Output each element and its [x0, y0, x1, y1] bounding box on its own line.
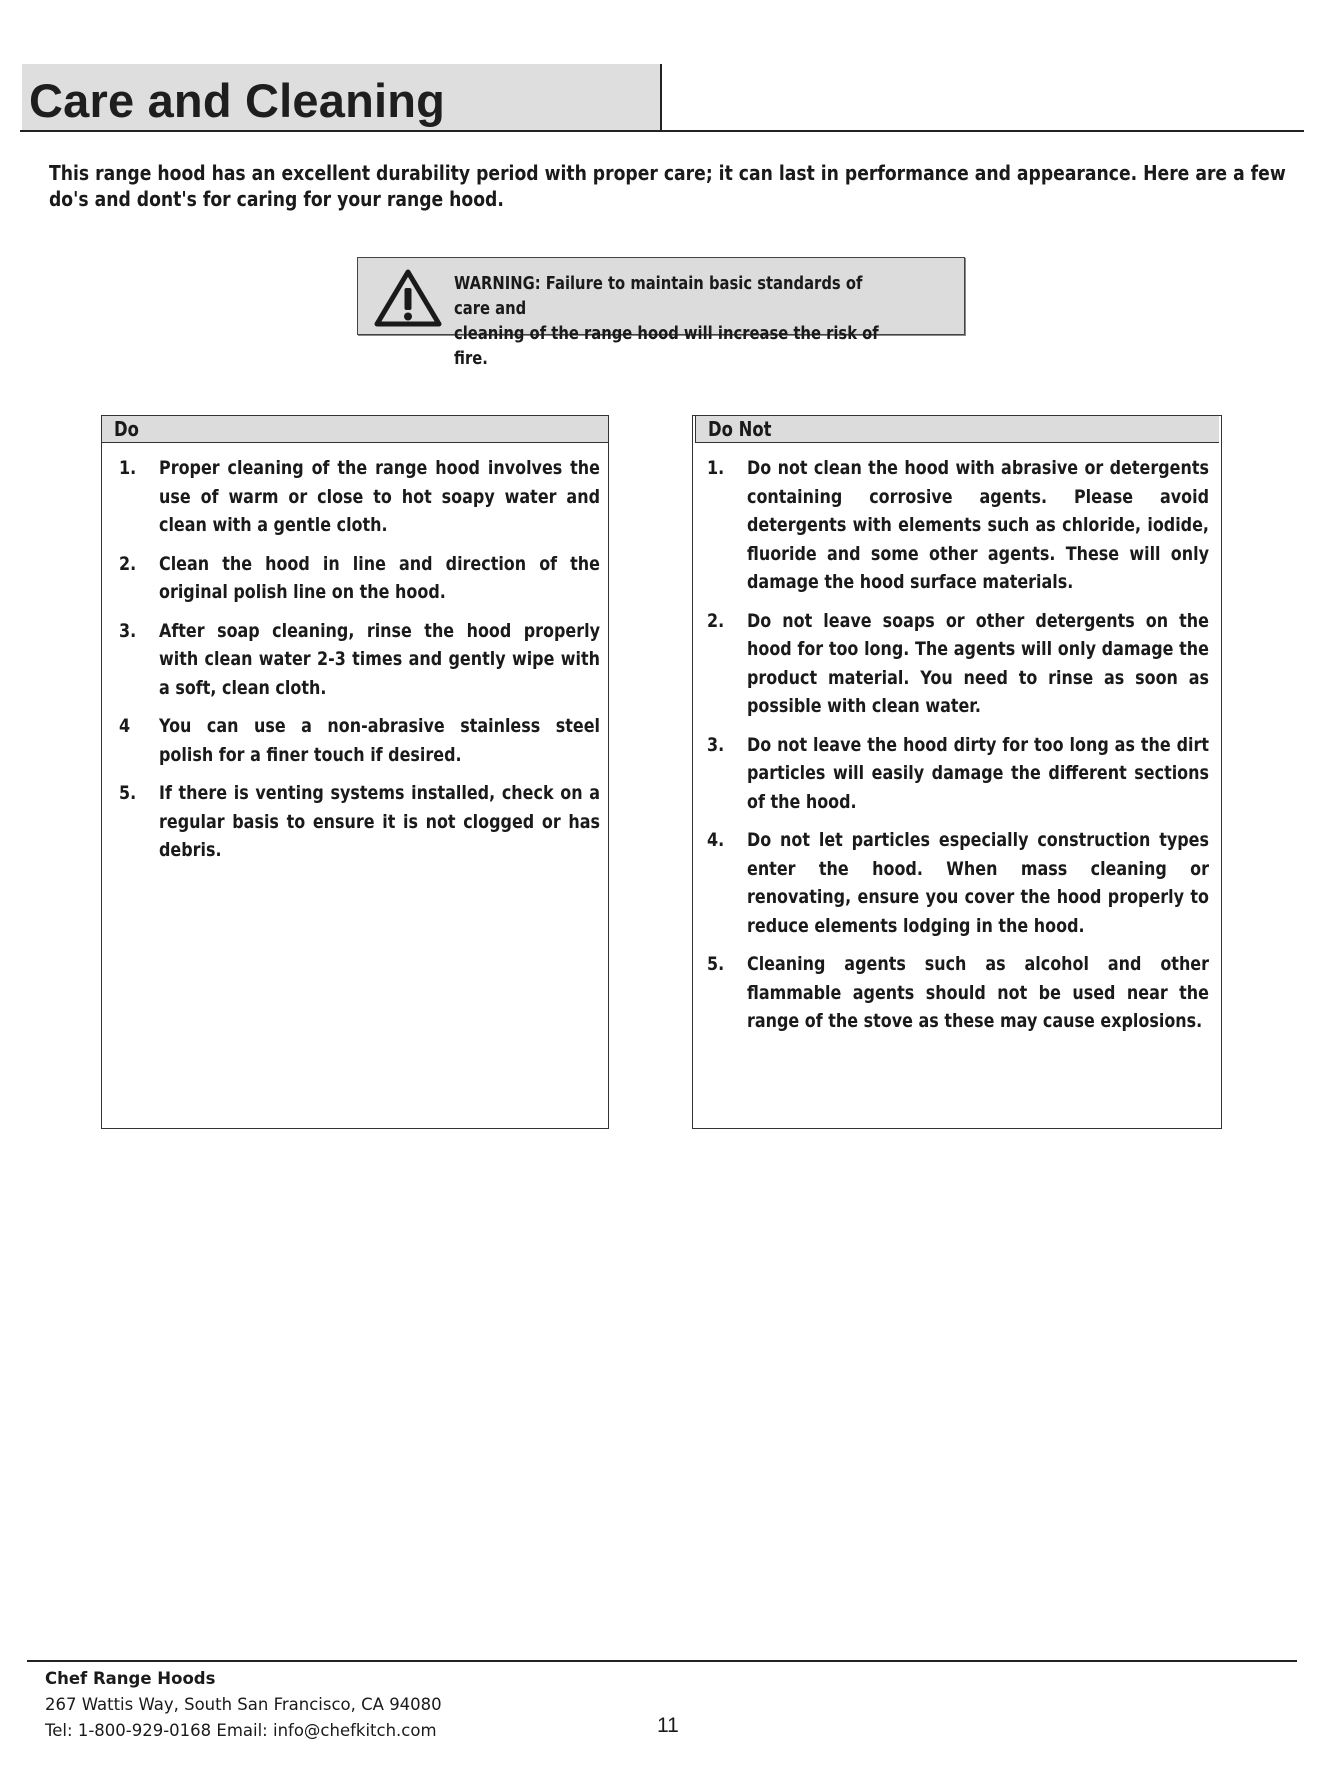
do-box: [101, 415, 609, 1129]
list-item: [693, 731, 1221, 817]
company-address: 267 Wattis Way, South San Francisco, CA 94080: [45, 1695, 442, 1714]
item-text: Do not leave soaps or other detergents on the hood for too long. The agents will only damage the product material. You need to rinse as soon as possible with clean water.: [747, 609, 1209, 717]
item-text: Cleaning agents such as alcohol and other flammable agents should not be used near the range of the stove as these may cause explosions.: [747, 953, 1209, 1032]
list-item: [102, 712, 608, 769]
item-number: 1.: [119, 457, 137, 479]
page-number: 11: [657, 1714, 679, 1737]
do-not-list: [693, 454, 1221, 1046]
item-text: After soap cleaning, rinse the hood properly with clean water 2-3 times and gently wipe with a soft, clean cloth.: [159, 619, 600, 699]
warning-line-2: cleaning of the range hood will increase the risk of fire.: [454, 323, 879, 369]
item-text: Do not let particles especially construction types enter the hood. When mass cleaning or renovating, ensure you cover the hood properly to reduce elements lodging in the hood.: [747, 829, 1209, 937]
list-item: [102, 617, 608, 703]
title-divider: [20, 130, 1304, 132]
item-text: You can use a non-abrasive stainless steel polish for a finer touch if desired.: [159, 715, 600, 766]
footer: [45, 1666, 442, 1744]
item-number: 1.: [707, 457, 725, 479]
do-list: [102, 454, 608, 875]
item-number: 3.: [707, 733, 725, 756]
intro-paragraph: This range hood has an excellent durability period with proper care; it can last in performance and appearance. Here are a few do's and dont's for caring for your range hood.: [49, 161, 1286, 211]
warning-text: [454, 271, 880, 371]
item-number: 3.: [119, 619, 137, 642]
item-number: 2.: [707, 609, 725, 632]
list-item: [102, 779, 608, 865]
warning-box: [357, 257, 965, 369]
item-number: 2.: [119, 552, 137, 575]
item-number: 5.: [707, 953, 725, 975]
do-header: Do: [102, 416, 608, 443]
list-item: [102, 454, 608, 540]
list-item: [693, 454, 1221, 597]
item-number: 4.: [707, 829, 725, 851]
company-name: Chef Range Hoods: [45, 1669, 216, 1688]
item-text: Do not clean the hood with abrasive or detergents containing corrosive agents. Please avoid detergents with elements such as chloride, iodide, fluoride and some other agents. These will only damage the hood surface materials.: [747, 457, 1209, 593]
section-title-bar: [22, 64, 662, 130]
do-not-box: [692, 415, 1222, 1129]
item-text: Clean the hood in line and direction of the original polish line on the hood.: [159, 552, 600, 603]
page-title: Care and Cleaning: [29, 74, 446, 127]
item-number: 5.: [119, 782, 137, 804]
company-contact: Tel: 1-800-929-0168 Email: info@chefkitch.com: [45, 1721, 437, 1740]
list-item: [693, 607, 1221, 721]
item-text: Proper cleaning of the range hood involves the use of warm or close to hot soapy water and clean with a gentle cloth.: [159, 457, 600, 536]
item-text: If there is venting systems installed, check on a regular basis to ensure it is not clogged or has debris.: [159, 782, 600, 861]
warning-line-1: WARNING: Failure to maintain basic standards of care and: [454, 273, 863, 319]
warning-triangle-icon: [373, 268, 443, 328]
list-item: [693, 950, 1221, 1036]
list-item: [693, 826, 1221, 940]
list-item: [102, 550, 608, 607]
item-text: Do not leave the hood dirty for too long as the dirt particles will easily damage the different sections of the hood.: [747, 733, 1209, 813]
do-not-header: Do Not: [695, 416, 1219, 443]
footer-divider: [27, 1660, 1297, 1662]
item-number: 4: [119, 715, 131, 737]
